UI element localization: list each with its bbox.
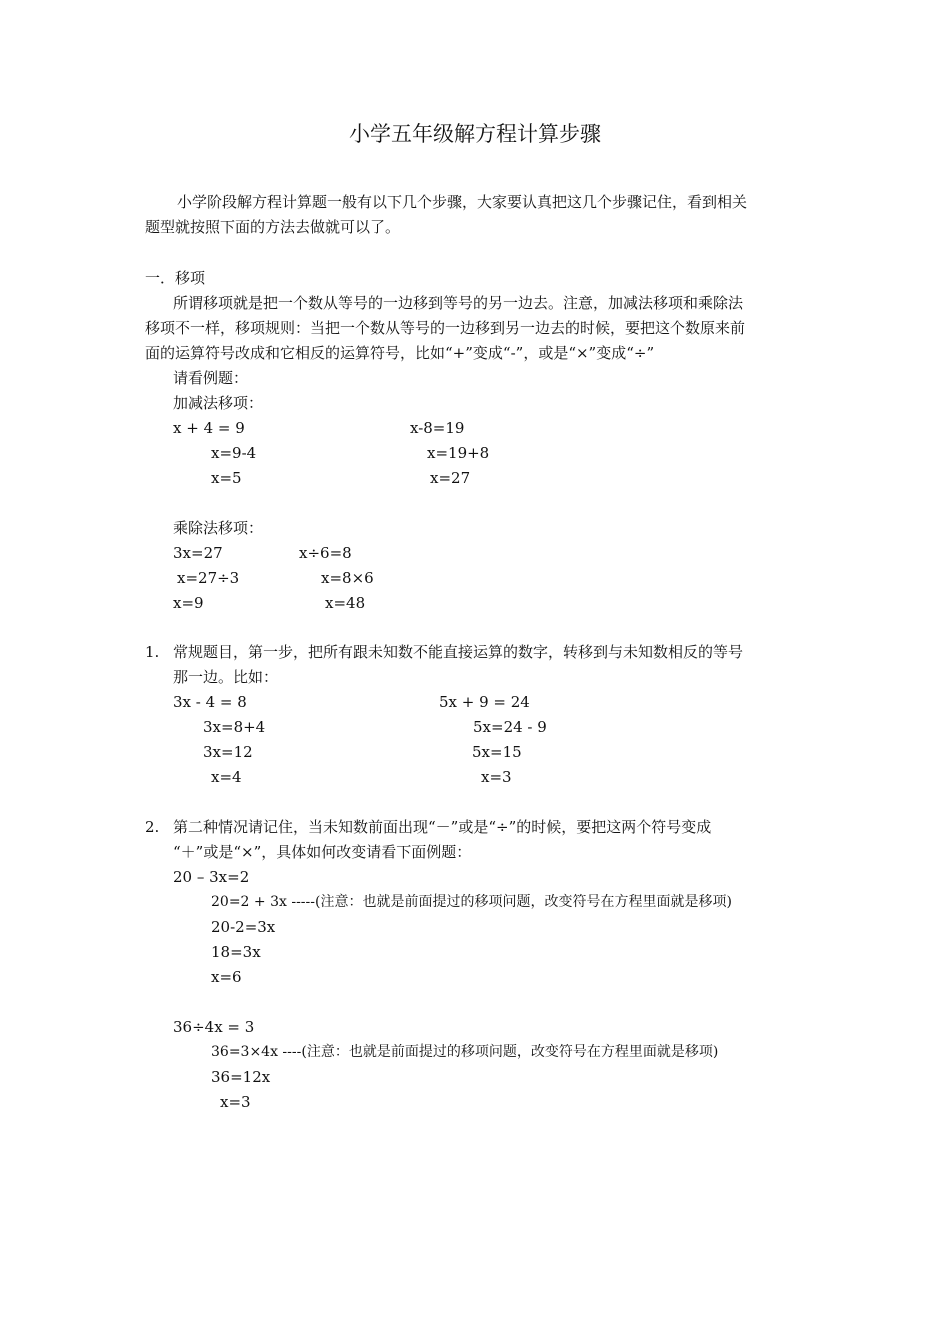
equation-line: 36=12x xyxy=(211,1068,271,1086)
muldiv-label: 乘除法移项： xyxy=(173,519,264,537)
intro-line-2: 题型就按照下面的方法去做就可以了。 xyxy=(145,218,401,236)
equation-line: x=48 xyxy=(325,594,366,612)
doc-title: 小学五年级解方程计算步骤 xyxy=(349,122,601,146)
equation-line: x-8=19 xyxy=(410,419,465,437)
equation-line: x=3 xyxy=(481,768,512,786)
list-number: 1. xyxy=(145,643,160,661)
item2-text-line-1: 第二种情况请记住，当未知数前面出现“－”或是“÷”的时候，要把这两个符号变成 xyxy=(173,818,712,836)
section-text-line-1: 所谓移项就是把一个数从等号的一边移到等号的另一边去。注意，加减法移项和乘除法 xyxy=(173,294,744,312)
item2-text-line-2: “＋”或是“×”，具体如何改变请看下面例题： xyxy=(173,843,472,861)
equation-line: 3x=12 xyxy=(203,743,253,761)
section-heading-transpose: 一．移项 xyxy=(145,269,206,287)
section-text-line-3: 面的运算符号改成和它相反的运算符号，比如“+”变成“-”，或是“×”变成“÷” xyxy=(145,344,655,362)
equation-line: 3x=8+4 xyxy=(203,718,266,736)
equation-line: x=27 xyxy=(430,469,471,487)
equation-line: x=8×6 xyxy=(321,569,374,587)
list-number: 2. xyxy=(145,818,160,836)
see-example-label: 请看例题： xyxy=(173,369,249,387)
intro-line-1: 小学阶段解方程计算题一般有以下几个步骤，大家要认真把这几个步骤记住，看到相关 xyxy=(177,193,748,211)
equation-line: 36÷4x = 3 xyxy=(173,1018,255,1036)
equation-line: x=19+8 xyxy=(427,444,490,462)
equation-line: 3x=27 xyxy=(173,544,223,562)
item1-text-line-2: 那一边。比如： xyxy=(173,668,279,686)
equation-line: 20 – 3x=2 xyxy=(173,868,250,886)
equation-line: 36=3×4x ----(注意：也就是前面提过的移项问题，改变符号在方程里面就是移项) xyxy=(211,1044,719,1060)
equation-line: x=4 xyxy=(211,768,242,786)
equation-line: x=27÷3 xyxy=(177,569,240,587)
equation-line: 3x - 4 = 8 xyxy=(173,693,247,711)
equation-line: x÷6=8 xyxy=(299,544,352,562)
section-text-line-2: 移项不一样，移项规则：当把一个数从等号的一边移到另一边去的时候，要把这个数原来前 xyxy=(145,319,746,337)
equation-line: 5x + 9 = 24 xyxy=(439,693,530,711)
equation-line: x=6 xyxy=(211,968,242,986)
equation-line: 20=2 + 3x -----(注意：也就是前面提过的移项问题，改变符号在方程里面就是移项) xyxy=(211,894,732,910)
equation-line: x=9-4 xyxy=(211,444,257,462)
equation-line: 5x=24 - 9 xyxy=(473,718,547,736)
equation-line: x=3 xyxy=(220,1093,251,1111)
equation-line: 20-2=3x xyxy=(211,918,276,936)
equation-line: 18=3x xyxy=(211,943,261,961)
item1-text-line-1: 常规题目，第一步，把所有跟未知数不能直接运算的数字，转移到与未知数相反的等号 xyxy=(173,643,744,661)
equation-line: x + 4 = 9 xyxy=(173,419,245,437)
equation-line: x=9 xyxy=(173,594,204,612)
addsub-label: 加减法移项： xyxy=(173,394,264,412)
equation-line: 5x=15 xyxy=(472,743,522,761)
equation-line: x=5 xyxy=(211,469,242,487)
